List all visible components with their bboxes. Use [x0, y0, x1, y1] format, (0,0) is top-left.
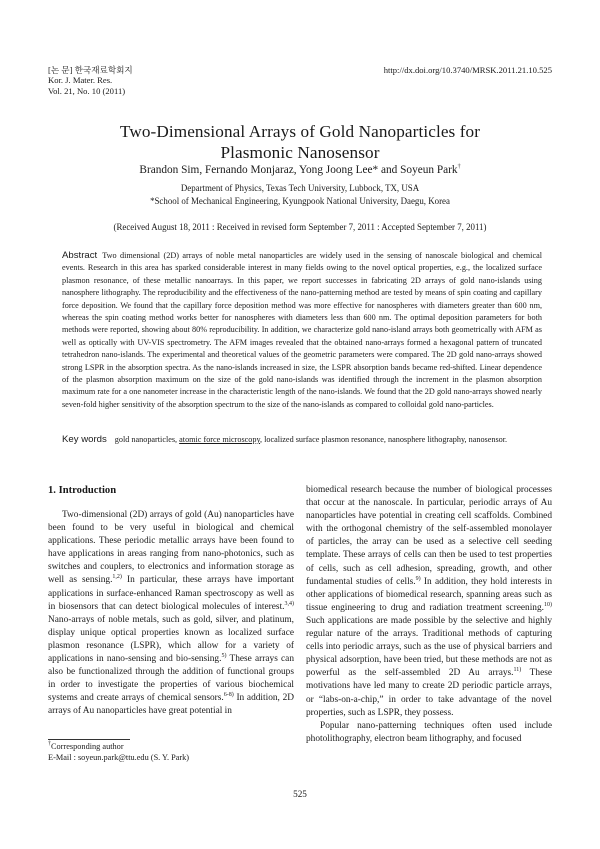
keyword-text-1: gold nanoparticles, [114, 435, 180, 444]
text-run: In addition, they hold interests in other applications of biomedical research, spanning areas such as tissue engineering to drug and radiation treatment screening. [306, 576, 552, 613]
journal-korean-name: [논 문] 한국재료학회지 [48, 65, 133, 75]
intro-paragraph-2: Popular nano-patterning techniques often used include photolithography, electron beam lithography, and focused [306, 720, 552, 744]
journal-header [48, 65, 133, 96]
abstract-text: Two dimensional (2D) arrays of noble metal nanoparticles are widely used in the sensing of nanoscale biological and chemical events. Research in this area has sparked considerable interest in many fields owing to the novel optical properties, e.g., the localized surface plasmon resonance, of these metallic nanoarrays. In this paper, we report successes in fabricating 2D arrays of gold nano-islands using nanosphere lithography. The reproducibility and the effectiveness of the nano-patterning method are tested by means of spin coating and capillary force deposition. We found that the capillary force deposition method was more effective for nanospheres with diameters greater than 600 nm, whereas the spin coating method works better for nanospheres with diameters less than 600 nm. The optimal deposition parameters for both methods were reported, showing about 80% reproducibility. In addition, we characterize gold nano-island arrays both geometrically with AFM as well as optically with UV-VIS spectrometry. The AFM images revealed that the obtained nano-arrays formed a hexagonal pattern of truncated tetrahedron nano-islands. The experimental and theoretical values of the geometric parameters were compared. The 2D gold nano-arrays showed strong LSPR in the absorption spectra. As the nano-islands increased in size, the LSPR absorption bands became red-shifted. Linear dependence of the plasmon absorption maximum on the size of the gold nano-islands was identified through the increment in the plasmon absorption maximum rate for a one nanometer increase in the characteristic length of the nano-islands. We found that the 2D gold nano-arrays showed nearly seven-fold higher sensitivity of the absorption spectrum to the size of the nano-islands as compared to colloidal gold nano-particles. [62, 251, 542, 409]
text-run: These arrays can also be functionalized through the addition of functional groups in order to investigate the properties of various biochemical systems and create arrays of chemical sensors. [48, 654, 294, 704]
reference-mark: 5) [221, 652, 227, 659]
intro-paragraph-1-continued [306, 484, 552, 720]
affiliations [0, 182, 600, 208]
text-run: Two-dimensional (2D) arrays of gold (Au) nanoparticles have been found to be very useful in biological and chemical applications. These periodic metallic arrays have been found to have applications in areas ranging from nano-photonics, such as switches and couplers, to electronics and information storage as well as sensing. [48, 510, 294, 586]
keywords [62, 434, 542, 446]
left-column [48, 509, 294, 719]
paper-title [0, 121, 600, 163]
reference-mark: 3,4) [284, 600, 294, 607]
author-list [0, 164, 600, 176]
reference-mark: 11) [513, 667, 522, 674]
affiliation-2: *School of Mechanical Engineering, Kyungpook National University, Daegu, Korea [150, 196, 450, 206]
reference-mark: 10) [544, 601, 552, 608]
keywords-label: Key words [62, 434, 107, 445]
title-line-1: Two-Dimensional Arrays of Gold Nanoparticles for [119, 122, 481, 141]
text-run: biomedical research because the number of biological processes that occur at the nanoscale. In particular, periodic arrays of Au nanoparticles have potential in creating cell scaffolds. Combined with the orthogonal chemistry of the self-assembled monolayer of particles, the array can be used as a selective cell seeding template. These arrays of cells can then be used to test properties of cells, such as cell adhesion, spreading, growth, and other fundamental studies of cells. [306, 485, 552, 587]
intro-paragraph-1 [48, 509, 294, 719]
footnote-dagger: † [48, 741, 51, 748]
footnote-corresponding-text: Corresponding author [51, 742, 124, 751]
abstract-label: Abstract [62, 250, 98, 261]
section-heading-introduction: 1. Introduction [48, 485, 117, 496]
page-number: 525 [293, 789, 307, 799]
reference-mark: 9) [415, 575, 421, 582]
text-run: In addition, 2D arrays of Au nanoparticles have great potential in [48, 693, 295, 717]
journal-abbreviation: Kor. J. Mater. Res. [48, 75, 113, 86]
reference-mark: 6-8) [223, 692, 234, 699]
text-run: These motivations have led many to create 2D periodic particle arrays, or “labs-on-a-chip,” in order to take advantage of the novel properties, such as LSPR, they possess. [306, 668, 552, 718]
received-dates: (Received August 18, 2011 : Received in revised form September 7, 2011 : Accepted September 7, 2011) [113, 222, 487, 232]
corresponding-dagger: † [457, 164, 461, 171]
keyword-text-2: , localized surface plasmon resonance, nanosphere lithography, nanosensor. [260, 435, 508, 444]
text-run: Nano-arrays of noble metals, such as gold, silver, and platinum, display unique optical properties known as localized surface plasmon resonance (LSPR), which allow for a variety of applications in nano-sensing and bio-sensing. [48, 614, 294, 665]
reference-mark: 1,2) [112, 574, 122, 581]
footnote-rule [48, 739, 130, 740]
footnote [48, 741, 189, 763]
right-column [306, 484, 552, 746]
text-run: In particular, these arrays have important applications in surface-enhanced Raman spectroscopy as well as in biosensors that can detect biological molecules of interest. [48, 575, 294, 612]
footnote-email[interactable]: E-Mail : soyeun.park@ttu.edu (S. Y. Park) [48, 753, 190, 762]
doi-link[interactable]: http://dx.doi.org/10.3740/MRSK.2011.21.10.525 [383, 65, 552, 75]
journal-volume: Vol. 21, No. 10 (2011) [48, 85, 126, 96]
affiliation-1: Department of Physics, Texas Tech University, Lubbock, TX, USA [180, 183, 420, 193]
author-names: Brandon Sim, Fernando Monjaraz, Yong Joong Lee* and Soyeun Park [139, 164, 458, 176]
abstract [62, 250, 542, 411]
text-run: Such applications are made possible by the selective and highly regular nature of the arrays. Traditional methods of capturing cells into periodic arrays, such as the use of physical barriers and physical adsorption, have been tried, but these methods are not as powerful as the self-assembled 2D Au arrays. [306, 615, 552, 679]
title-line-2: Plasmonic Nanosensor [220, 143, 380, 162]
keyword-link-afm[interactable]: atomic force microscopy [179, 435, 261, 444]
footnote-corresponding [48, 741, 189, 752]
